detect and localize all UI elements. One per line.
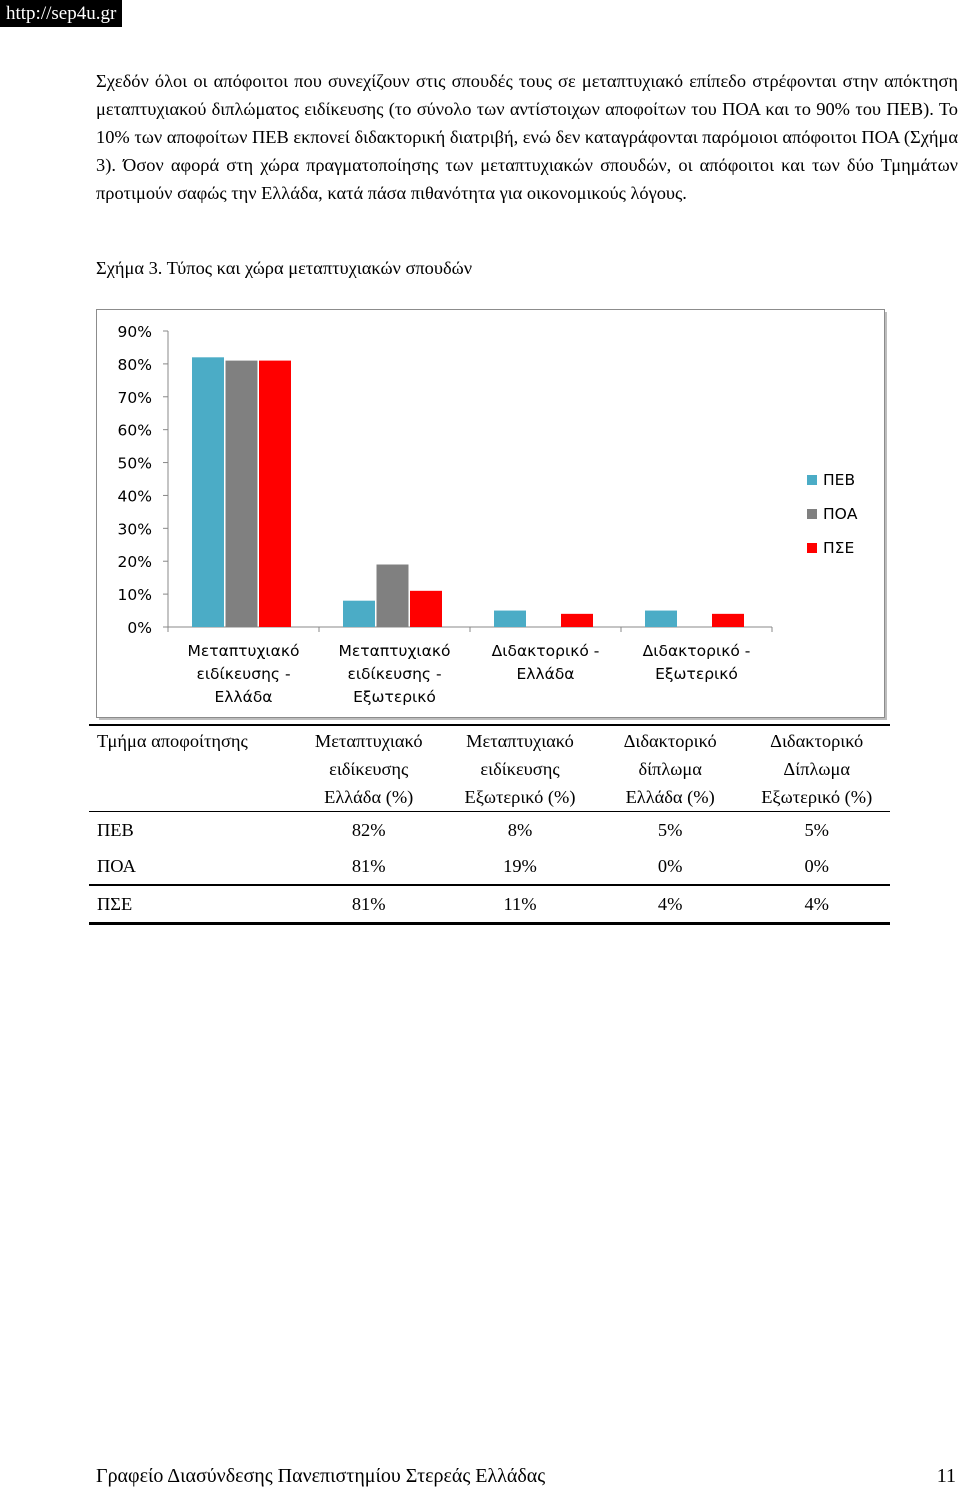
y-tick-label: 60% [117, 421, 152, 440]
header-line: ειδίκευσης [329, 759, 409, 779]
bar [712, 614, 744, 627]
y-tick-label: 0% [127, 619, 152, 637]
bar [226, 361, 258, 627]
header-line: Εξωτερικό (%) [464, 787, 576, 807]
x-tick-label: Διδακτορικό - [642, 642, 751, 660]
header-line: Ελλάδα (%) [324, 787, 414, 807]
x-tick-label: Μεταπτυχιακό [338, 642, 451, 660]
table-row [89, 848, 890, 885]
header-line: Ελλάδα (%) [625, 787, 715, 807]
y-tick-label: 80% [117, 355, 152, 374]
row-label: ΠΕΒ [97, 820, 134, 840]
header-line: Τμήμα αποφοίτησης [97, 731, 248, 751]
x-tick-label: Εξωτερικό [655, 665, 738, 683]
header-line: Μεταπτυχιακό [314, 731, 423, 751]
header-line: Μεταπτυχιακό [466, 731, 574, 751]
bar [259, 361, 291, 627]
table-cell: 82% [351, 820, 386, 840]
bar [494, 611, 526, 627]
legend-swatch [807, 475, 817, 485]
intro-paragraph: Σχεδόν όλοι οι απόφοιτοι που συνεχίζουν στις σπουδές τους σε μεταπτυχιακό επίπεδο στρέφονται στην απόκτηση μεταπτυχιακού διπλώματος ειδίκευσης (το σύνολο των αντίστοιχων αποφοίτων του ΠΟΑ και το 90% του ΠΕΒ). Το 10% των αποφοίτων ΠΕΒ εκπονεί διδακτορική διατριβή, ενώ δεν καταγράφονται παρόμοιοι απόφοιτοι ΠΟΑ (Σχήμα 3). Όσον αφορά στη χώρα πραγματοποίησης των μεταπτυχιακών σπουδών, οι απόφοιτοι και των δύο Τμημάτων προτιμούν σαφώς την Ελλάδα, κατά πάσα πιθανότητα για οικονομικούς λόγους. [96, 71, 958, 203]
header-line: δίπλωμα [638, 759, 702, 779]
table-cell: 19% [443, 848, 597, 885]
header-line: ειδίκευσης [480, 759, 560, 779]
x-tick-label: Ελλάδα [214, 688, 273, 706]
y-tick-label: 90% [117, 323, 152, 341]
table-cell: 5% [804, 820, 829, 840]
table-cell: 0% [743, 848, 890, 885]
header-line: Δίπλωμα [783, 759, 850, 779]
header-line: Διδακτορικό [770, 731, 864, 751]
bar [645, 611, 677, 627]
y-tick-label: 30% [117, 520, 152, 539]
y-tick-label: 10% [117, 586, 152, 605]
row-label: ΠΣΕ [89, 885, 294, 924]
x-tick-label: ειδίκευσης - [196, 665, 291, 683]
bar [343, 601, 375, 627]
page-number: 11 [936, 1465, 956, 1487]
bar [377, 565, 409, 627]
bar-chart [96, 309, 888, 721]
bar [192, 357, 224, 627]
table-header-cell [743, 725, 890, 812]
footer-office: Γραφείο Διασύνδεσης Πανεπιστημίου Στερεάς Ελλάδας [96, 1465, 546, 1487]
legend-swatch [807, 543, 817, 553]
table-cell: 4% [597, 885, 744, 924]
table-cell: 81% [294, 885, 443, 924]
table-row [89, 812, 890, 849]
legend-label: ΠΣΕ [823, 539, 855, 557]
table-header-cell [294, 725, 443, 812]
table-header-row [89, 725, 890, 812]
bar [561, 614, 593, 627]
y-tick-label: 70% [117, 388, 152, 407]
data-table [89, 724, 890, 925]
x-tick-label: Εξωτερικό [353, 688, 436, 706]
table-cell: 4% [743, 885, 890, 924]
table-header-cell [443, 725, 597, 812]
x-tick-label: Ελλάδα [516, 665, 575, 683]
legend-label: ΠΕΒ [823, 471, 856, 489]
y-tick-label: 40% [117, 487, 152, 506]
row-label: ΠΟΑ [89, 848, 294, 885]
table-cell: 11% [443, 885, 597, 924]
x-tick-label: Διδακτορικό - [491, 642, 600, 660]
table-cell: 81% [294, 848, 443, 885]
legend-label: ΠΟΑ [823, 505, 858, 523]
table-cell: 8% [507, 820, 533, 840]
table-header-cell [597, 725, 744, 812]
table-cell: 5% [657, 820, 683, 840]
table-cell: 0% [597, 848, 744, 885]
header-line: Διδακτορικό [623, 731, 717, 751]
site-link[interactable]: http://sep4u.gr [0, 0, 122, 27]
header-line: Εξωτερικό (%) [761, 787, 873, 807]
table-header-cell [89, 725, 294, 812]
y-tick-label: 20% [117, 553, 152, 572]
y-tick-label: 50% [117, 454, 152, 473]
table-row [89, 885, 890, 924]
legend-swatch [807, 509, 817, 519]
figure-caption: Σχήμα 3. Τύπος και χώρα μεταπτυχιακών σπουδών [96, 258, 473, 278]
x-tick-label: Μεταπτυχιακό [187, 642, 300, 660]
bar [410, 591, 442, 627]
x-tick-label: ειδίκευσης - [347, 665, 442, 683]
